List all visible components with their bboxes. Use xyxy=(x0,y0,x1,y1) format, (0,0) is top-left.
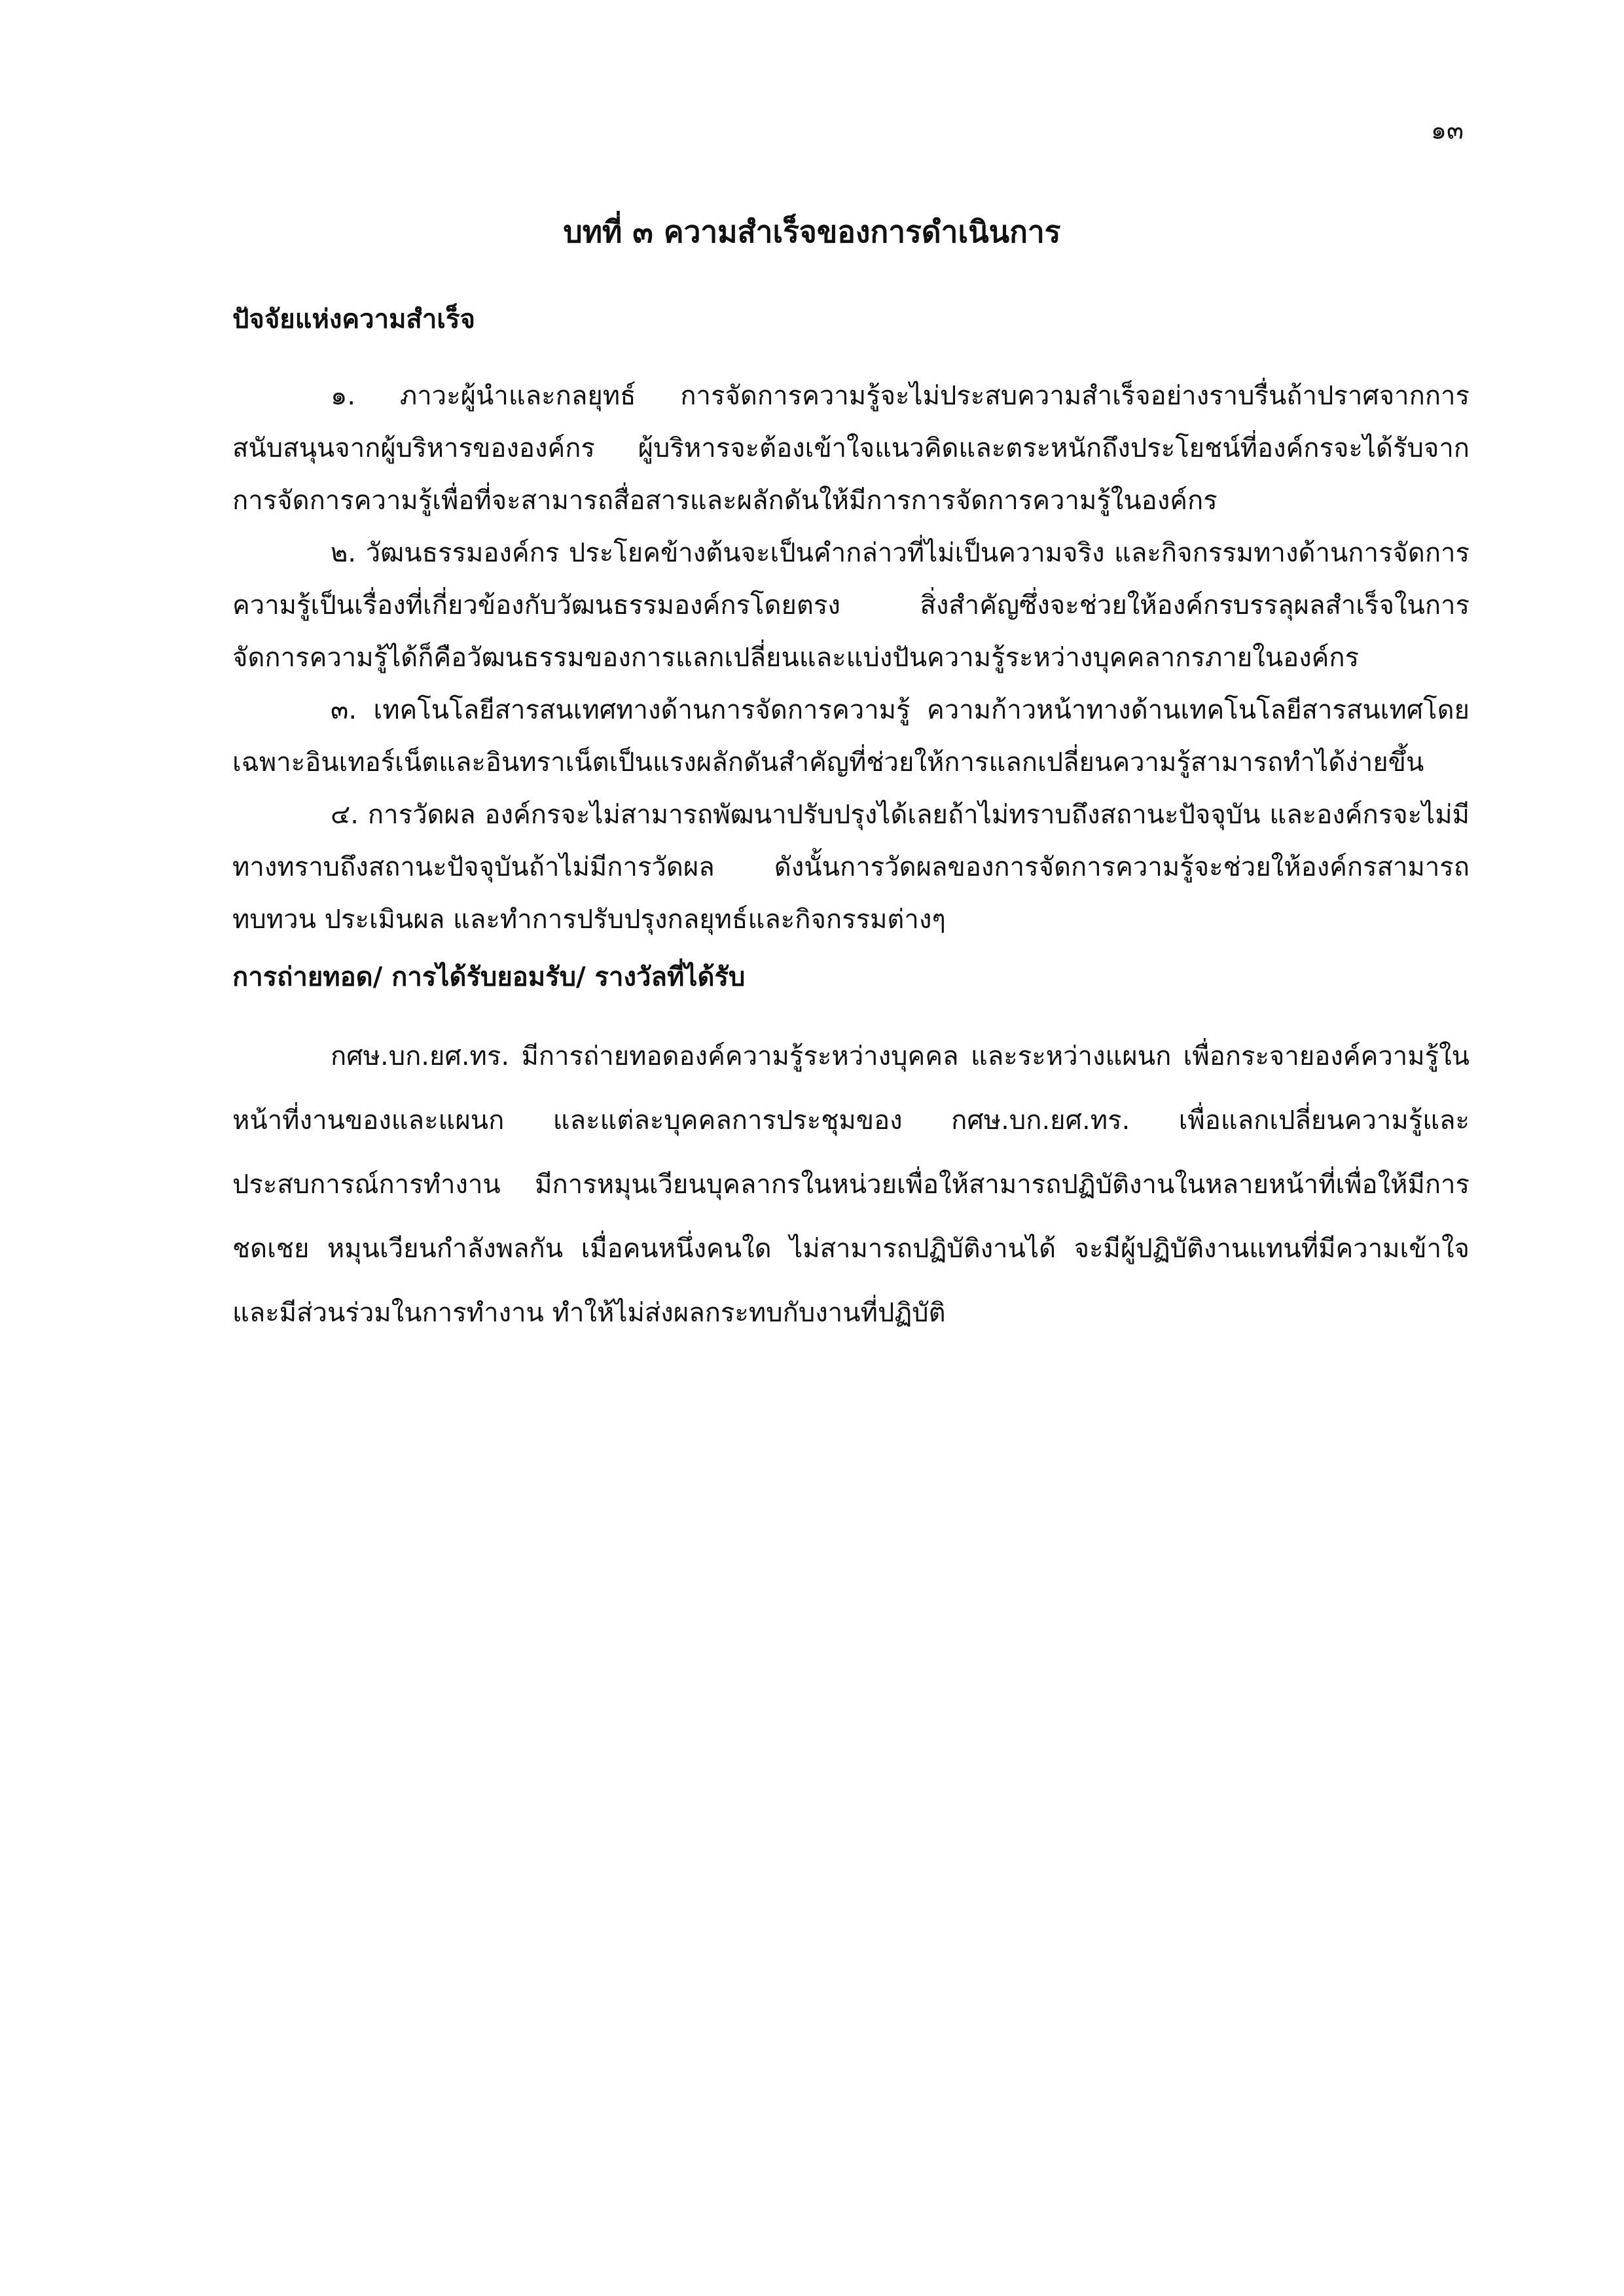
section-heading-transfer-recognition: การถ่ายทอด/ การได้รับยอมรับ/ รางวัลที่ได้รับ xyxy=(232,962,746,992)
paragraph: ๓. เทคโนโลยีสารสนเทศทางด้านการจัดการความรู้ ความก้าวหน้าทางด้านเทคโนโลยีสารสนเทศโดยเฉพาะอินเทอร์เน็ตและอินทราเน็ตเป็นแรงผลักดันสำคัญที่ช่วยให้การแลกเปลี่ยนความรู้สามารถทำได้ง่ายขึ้น xyxy=(232,695,1470,778)
paragraph: ๒. วัฒนธรรมองค์กร ประโยคข้างต้นจะเป็นคำกล่าวที่ไม่เป็นความจริง และกิจกรรมทางด้านการจัดการความรู้เป็นเรื่องที่เกี่ยวข้องกับวัฒนธรรมองค์กรโดยตรง สิ่งสำคัญซึ่งจะช่วยให้องค์กรบรรลุผลสำเร็จในการจัดการความรู้ได้ก็คือวัฒนธรรมของการแลกเปลี่ยนและแบ่งปันความรู้ระหว่างบุคคลากรภายในองค์กร xyxy=(232,538,1470,673)
paragraph: ๔. การวัดผล องค์กรจะไม่สามารถพัฒนาปรับปรุงได้เลยถ้าไม่ทราบถึงสถานะปัจจุบัน และองค์กรจะไม่มีทางทราบถึงสถานะปัจจุบันถ้าไม่มีการวัดผล ดังนั้นการวัดผลของการจัดการความรู้จะช่วยให้องค์กรสามารถทบทวน ประเมินผล และทำการปรับปรุงกลยุทธ์และกิจกรรมต่างๆ xyxy=(232,800,1470,935)
success-factors-body xyxy=(232,370,1470,946)
section-heading-success-factors: ปัจจัยแห่งความสำเร็จ xyxy=(232,304,475,334)
page-number: ๑๓ xyxy=(1430,116,1464,145)
paragraph: ๑. ภาวะผู้นำและกลยุทธ์ การจัดการความรู้จะไม่ประสบความสำเร็จอย่างราบรื่นถ้าปราศจากการสนับสนุนจากผู้บริหารขององค์กร ผู้บริหารจะต้องเข้าใจแนวคิดและตระหนักถึงประโยชน์ที่องค์กรจะได้รับจากการจัดการความรู้เพื่อที่จะสามารถสื่อสารและผลักดันให้มีการการจัดการความรู้ในองค์กร xyxy=(232,381,1470,516)
chapter-title: บทที่ ๓ ความสำเร็จของการดำเนินการ xyxy=(563,214,1061,249)
paragraph: กศษ.บก.ยศ.ทร. มีการถ่ายทอดองค์ความรู้ระหว่างบุคคล และระหว่างแผนก เพื่อกระจายองค์ความรู้ในหน้าที่งานของและแผนก และแต่ละบุคคลการประชุมของ กศษ.บก.ยศ.ทร. เพื่อแลกเปลี่ยนความรู้และประสบการณ์การทำงาน มีการหมุนเวียนบุคลากรในหน่วยเพื่อให้สามารถปฏิบัติงานในหลายหน้าที่เพื่อให้มีการชดเชย หมุนเวียนกำลังพลกัน เมื่อคนหนึ่งคนใด ไม่สามารถปฏิบัติงานได้ จะมีผู้ปฏิบัติงานแทนที่มีความเข้าใจและมีส่วนร่วมในการทำงาน ทำให้ไม่ส่งผลกระทบกับงานที่ปฏิบัติ xyxy=(232,1041,1470,1328)
transfer-recognition-body xyxy=(232,1024,1470,1345)
